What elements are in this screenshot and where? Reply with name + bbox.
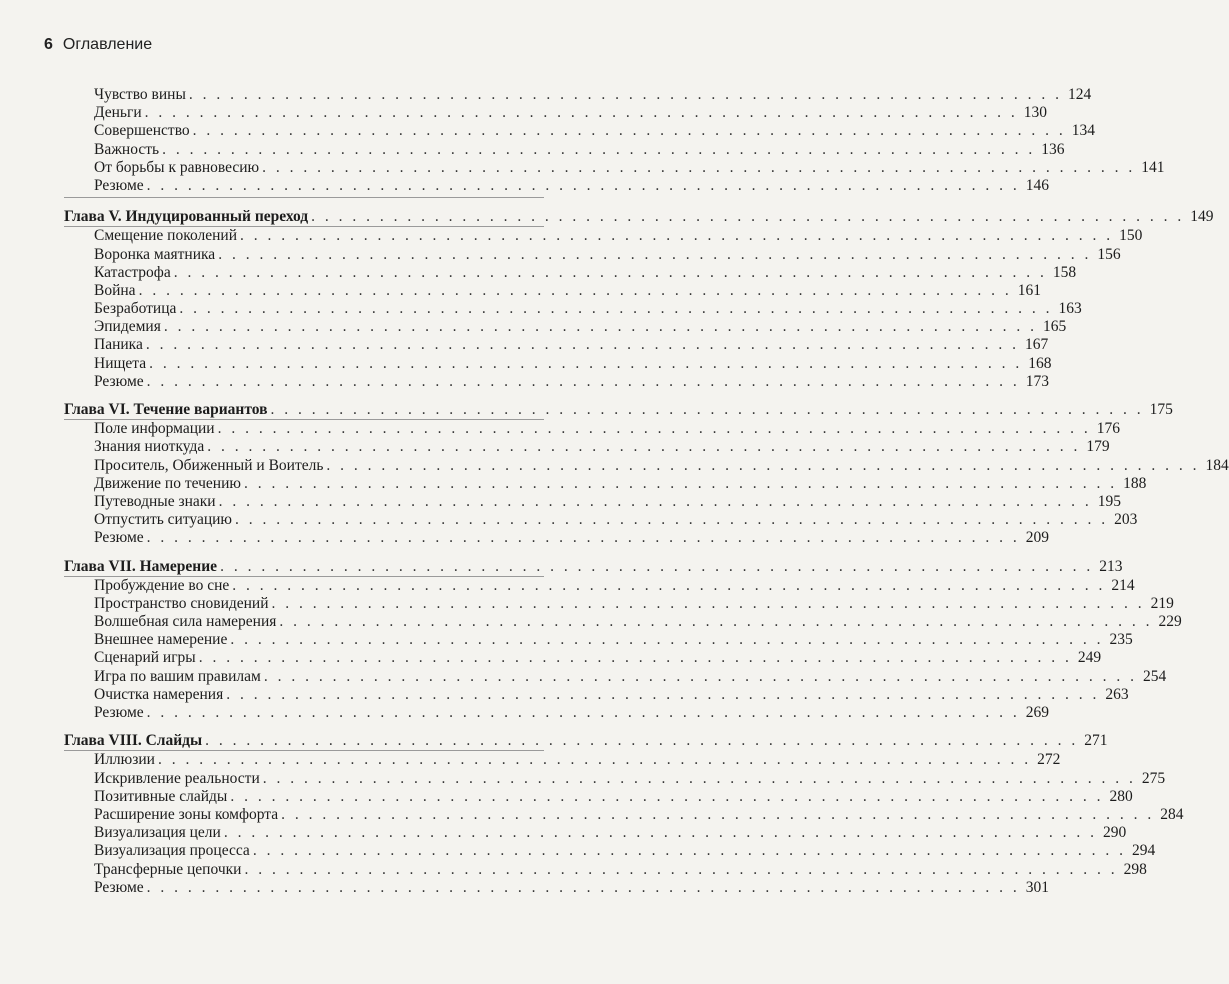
dot-leader: . . . . . . . . . . . . . . . . . . . . . . . . . . . . . . . . . . . . . . . . . . . . . . . . . . . . . . . . . . . . . . . . [252,842,1126,860]
toc-entry-page: 161 [1017,281,1041,299]
dot-leader: . . . . . . . . . . . . . . . . . . . . . . . . . . . . . . . . . . . . . . . . . . . . . . . . . . . . . . . . . . . . . . . . [149,354,1023,372]
dot-leader: . . . . . . . . . . . . . . . . . . . . . . . . . . . . . . . . . . . . . . . . . . . . . . . . . . . . . . . . . . . . . . . . [179,300,1053,318]
toc-entry[interactable] [64,245,1121,264]
toc-entry[interactable] [64,281,1041,300]
toc-entry-title: Резюме [94,372,144,390]
toc-entry-page: 141 [1141,158,1165,176]
toc-entry-page: 275 [1141,769,1166,787]
toc-entry[interactable] [64,140,1065,159]
toc-entry[interactable] [64,336,1049,354]
dot-leader: . . . . . . . . . . . . . . . . . . . . . . . . . . . . . . . . . . . . . . . . . . . . . . . . . . . . . . . . . . . . . . . . [207,438,1081,456]
toc-entry-title: Отпустить ситуацию [94,511,233,529]
toc-entry-page: 290 [1102,824,1127,842]
toc-entry-title: Пространство сновидений [94,594,269,612]
toc-entry-title: Катастрофа [94,263,171,281]
toc-entry-page: 284 [1160,805,1184,823]
toc-entry-title: Игра по вашим правилам [94,667,261,685]
toc-entry-page: 168 [1028,354,1052,372]
dot-leader: . . . . . . . . . . . . . . . . . . . . . . . . . . . . . . . . . . . . . . . . . . . . . . . . . . . . . . . . . . . . . . . . [218,245,1092,263]
toc-entry-title: Резюме [94,878,144,896]
dot-leader: . . . . . . . . . . . . . . . . . . . . . . . . . . . . . . . . . . . . . . . . . . . . . . . . . . . . . . . . . . . . . . . . [243,474,1118,492]
chapter-heading-title: Глава VI. Течение вариантов [64,401,268,418]
toc-section [64,401,1229,548]
toc-entry-title: Воронка маятника [94,245,216,263]
toc-entry[interactable] [64,420,1120,438]
toc-section [64,557,1182,723]
dot-leader: . . . . . . . . . . . . . . . . . . . . . . . . . . . . . . . . . . . . . . . . . . . . . . . . . . . . . . . . . . . . . . . . [230,631,1104,649]
toc-entry[interactable] [64,878,1050,897]
dot-leader: . . . . . . . . . . . . . . . . . . . . . . . . . . . . . . . . . . . . . . . . . . . . . . . . . . . . . . . . . . . . . . . . [326,456,1200,474]
toc-entry[interactable] [64,456,1229,475]
toc-entry-page: 167 [1024,336,1049,354]
dot-leader: . . . . . . . . . . . . . . . . . . . . . . . . . . . . . . . . . . . . . . . . . . . . . . . . . . . . . . . . . . . . . . . . [235,511,1109,529]
dot-leader: . . . . . . . . . . . . . . . . . . . . . . . . . . . . . . . . . . . . . . . . . . . . . . . . . . . . . . . . . . . . . . . . [271,594,1145,612]
toc-entry-title: Очистка намерения [94,685,224,703]
dot-leader: . . . . . . . . . . . . . . . . . . . . . . . . . . . . . . . . . . . . . . . . . . . . . . . . . . . . . . . . . . . . . . . . [226,685,1100,703]
toc-entry-page: 124 [1068,86,1092,103]
toc-entry-page: 188 [1123,474,1147,492]
chapter-heading[interactable] [64,557,1123,576]
dot-leader: . . . . . . . . . . . . . . . . . . . . . . . . . . . . . . . . . . . . . . . . . . . . . . . . . . . . . . . . . . . . . . . . [198,649,1072,667]
toc-entry-page: 249 [1077,649,1102,667]
toc-entry[interactable] [64,300,1082,318]
toc-entry-title: Важность [94,140,160,158]
toc-entry-title: Визуализация цели [94,824,221,842]
toc-entry-title: Визуализация процесса [94,842,250,860]
toc-entry[interactable] [64,860,1147,879]
toc-entry-title: Совершенство [94,122,190,140]
running-head [44,36,152,54]
toc-entry-title: Смещение поколений [94,227,238,245]
toc-entry[interactable] [64,438,1110,456]
dot-leader: . . . . . . . . . . . . . . . . . . . . . . . . . . . . . . . . . . . . . . . . . . . . . . . . . . . . . . . . . . . . . . . . [205,732,1079,750]
toc-entry[interactable] [64,631,1133,649]
chapter-heading-title: Глава VII. Намерение [64,557,218,575]
toc-entry-page: 280 [1109,787,1133,805]
toc-entry-page: 150 [1119,227,1143,245]
toc-entry-page: 229 [1158,613,1182,631]
toc-entry-page: 294 [1131,842,1156,860]
chapter-heading[interactable] [64,401,1173,419]
dot-leader: . . . . . . . . . . . . . . . . . . . . . . . . . . . . . . . . . . . . . . . . . . . . . . . . . . . . . . . . . . . . . . . . [240,227,1114,245]
dot-leader: . . . . . . . . . . . . . . . . . . . . . . . . . . . . . . . . . . . . . . . . . . . . . . . . . . . . . . . . . . . . . . . . [146,878,1020,896]
toc-entry[interactable] [64,529,1050,547]
dot-leader: . . . . . . . . . . . . . . . . . . . . . . . . . . . . . . . . . . . . . . . . . . . . . . . . . . . . . . . . . . . . . . . . [188,86,1062,103]
toc-entry-title: Безработица [94,300,177,318]
toc-section [64,208,1214,391]
running-title: Оглавление [62,36,153,53]
toc-entry-title: Пробуждение во сне [94,576,230,594]
toc-entry-title: Проситель, Обиженный и Воитель [94,456,324,474]
chapter-heading[interactable] [64,732,1108,750]
chapter-heading-title: Глава V. Индуцированный переход [64,208,309,226]
toc-entry-page: 184 [1205,456,1229,474]
dot-leader: . . . . . . . . . . . . . . . . . . . . . . . . . . . . . . . . . . . . . . . . . . . . . . . . . . . . . . . . . . . . . . . . [144,104,1018,122]
toc-entry-page: 146 [1025,176,1050,194]
toc-entry-page: 301 [1025,878,1050,896]
dot-leader: . . . . . . . . . . . . . . . . . . . . . . . . . . . . . . . . . . . . . . . . . . . . . . . . . . . . . . . . . . . . . . . . [232,576,1106,594]
toc-entry-title: Движение по течению [94,474,241,492]
chapter-heading-title: Глава VIII. Слайды [64,732,203,750]
toc-entry-title: Искривление реальности [94,769,260,787]
toc-entry[interactable] [64,227,1143,245]
toc-section [64,86,1165,198]
page-number: 6 [44,36,53,53]
chapter-heading-page: 271 [1084,732,1108,750]
toc-entry-page: 254 [1142,667,1167,685]
toc-entry-title: Деньги [94,104,142,122]
toc-entry[interactable] [64,769,1166,788]
toc-entry[interactable] [64,667,1167,686]
toc-entry-title: Паника [94,336,143,354]
toc-entry-title: Иллюзии [94,751,155,769]
toc-entry[interactable] [64,176,1050,195]
toc-entry[interactable] [64,649,1102,667]
toc-entry[interactable] [64,805,1184,824]
toc-entry[interactable] [64,263,1077,282]
toc-entry-page: 173 [1025,372,1050,390]
chapter-heading-page: 213 [1099,557,1123,575]
toc-entry-title: Расширение зоны комфорта [94,805,279,823]
chapter-heading-page: 149 [1190,208,1214,226]
toc-entry[interactable] [64,751,1061,769]
toc-entry-page: 203 [1114,511,1138,529]
dot-leader: . . . . . . . . . . . . . . . . . . . . . . . . . . . . . . . . . . . . . . . . . . . . . . . . . . . . . . . . . . . . . . . . [230,787,1104,805]
section-rule [64,197,544,198]
toc-entry-page: 176 [1096,420,1120,438]
toc-entry-page: 269 [1025,704,1050,721]
toc-entry[interactable] [64,824,1127,842]
dot-leader: . . . . . . . . . . . . . . . . . . . . . . . . . . . . . . . . . . . . . . . . . . . . . . . . . . . . . . . . . . . . . . . . [279,613,1153,631]
toc-entry-title: Резюме [94,529,144,547]
dot-leader: . . . . . . . . . . . . . . . . . . . . . . . . . . . . . . . . . . . . . . . . . . . . . . . . . . . . . . . . . . . . . . . . [162,140,1036,158]
toc-entry-title: Поле информации [94,420,215,438]
dot-leader: . . . . . . . . . . . . . . . . . . . . . . . . . . . . . . . . . . . . . . . . . . . . . . . . . . . . . . . . . . . . . . . . [218,492,1092,510]
toc-entry-page: 158 [1052,263,1077,281]
toc-entry[interactable] [64,613,1182,631]
dot-leader: . . . . . . . . . . . . . . . . . . . . . . . . . . . . . . . . . . . . . . . . . . . . . . . . . . . . . . . . . . . . . . . . [262,769,1136,787]
toc-entry[interactable] [64,842,1156,860]
dot-leader: . . . . . . . . . . . . . . . . . . . . . . . . . . . . . . . . . . . . . . . . . . . . . . . . . . . . . . . . . . . . . . . . [146,529,1020,547]
chapter-heading-page: 175 [1149,401,1173,418]
toc-entry-title: Знания ниоткуда [94,438,205,456]
toc-entry-title: Резюме [94,704,144,721]
dot-leader: . . . . . . . . . . . . . . . . . . . . . . . . . . . . . . . . . . . . . . . . . . . . . . . . . . . . . . . . . . . . . . . . [173,263,1047,281]
toc-entry[interactable] [64,704,1050,722]
table-of-contents [64,86,1229,897]
toc-entry[interactable] [64,474,1147,493]
toc-entry-title: Путеводные знаки [94,492,216,510]
toc-entry-page: 130 [1023,104,1048,122]
toc-entry-page: 163 [1058,300,1082,318]
toc-entry-page: 219 [1150,594,1174,612]
toc-entry-page: 272 [1037,751,1061,769]
dot-leader: . . . . . . . . . . . . . . . . . . . . . . . . . . . . . . . . . . . . . . . . . . . . . . . . . . . . . . . . . . . . . . . . [163,318,1037,336]
toc-entry[interactable] [64,511,1138,529]
toc-entry-title: Позитивные слайды [94,787,228,805]
toc-section [64,732,1184,897]
toc-entry[interactable] [64,122,1096,140]
toc-entry[interactable] [64,685,1129,704]
toc-entry-title: От борьбы к равновесию [94,158,260,176]
dot-leader: . . . . . . . . . . . . . . . . . . . . . . . . . . . . . . . . . . . . . . . . . . . . . . . . . . . . . . . . . . . . . . . . [146,176,1020,194]
dot-leader: . . . . . . . . . . . . . . . . . . . . . . . . . . . . . . . . . . . . . . . . . . . . . . . . . . . . . . . . . . . . . . . . [244,860,1118,878]
dot-leader: . . . . . . . . . . . . . . . . . . . . . . . . . . . . . . . . . . . . . . . . . . . . . . . . . . . . . . . . . . . . . . . . [146,704,1020,721]
toc-entry-page: 136 [1041,140,1065,158]
toc-entry[interactable] [64,86,1092,104]
toc-entry-title: Внешнее намерение [94,631,228,649]
toc-entry-page: 134 [1071,122,1096,140]
toc-entry[interactable] [64,372,1050,391]
toc-entry-page: 263 [1105,685,1129,703]
dot-leader: . . . . . . . . . . . . . . . . . . . . . . . . . . . . . . . . . . . . . . . . . . . . . . . . . . . . . . . . . . . . . . . . [311,208,1185,226]
dot-leader: . . . . . . . . . . . . . . . . . . . . . . . . . . . . . . . . . . . . . . . . . . . . . . . . . . . . . . . . . . . . . . . . [217,420,1091,438]
toc-entry-title: Резюме [94,176,144,194]
toc-entry-title: Волшебная сила намерения [94,613,277,631]
toc-entry-title: Война [94,281,136,299]
toc-entry[interactable] [64,576,1135,595]
dot-leader: . . . . . . . . . . . . . . . . . . . . . . . . . . . . . . . . . . . . . . . . . . . . . . . . . . . . . . . . . . . . . . . . [138,281,1012,299]
toc-entry-title: Трансферные цепочки [94,860,242,878]
dot-leader: . . . . . . . . . . . . . . . . . . . . . . . . . . . . . . . . . . . . . . . . . . . . . . . . . . . . . . . . . . . . . . . . [146,372,1020,390]
toc-entry-page: 214 [1111,576,1135,594]
dot-leader: . . . . . . . . . . . . . . . . . . . . . . . . . . . . . . . . . . . . . . . . . . . . . . . . . . . . . . . . . . . . . . . . [270,401,1144,418]
toc-entry[interactable] [64,594,1174,613]
dot-leader: . . . . . . . . . . . . . . . . . . . . . . . . . . . . . . . . . . . . . . . . . . . . . . . . . . . . . . . . . . . . . . . . [157,751,1032,769]
dot-leader: . . . . . . . . . . . . . . . . . . . . . . . . . . . . . . . . . . . . . . . . . . . . . . . . . . . . . . . . . . . . . . . . [262,158,1136,176]
toc-entry-title: Сценарий игры [94,649,196,667]
toc-entry[interactable] [64,787,1133,806]
toc-entry-title: Чувство вины [94,86,186,103]
toc-entry[interactable] [64,104,1048,122]
toc-entry-page: 298 [1123,860,1147,878]
toc-entry-page: 165 [1042,318,1067,336]
toc-entry-title: Нищета [94,354,147,372]
dot-leader: . . . . . . . . . . . . . . . . . . . . . . . . . . . . . . . . . . . . . . . . . . . . . . . . . . . . . . . . . . . . . . . . [281,805,1155,823]
dot-leader: . . . . . . . . . . . . . . . . . . . . . . . . . . . . . . . . . . . . . . . . . . . . . . . . . . . . . . . . . . . . . . . . [263,667,1137,685]
toc-entry-title: Эпидемия [94,318,161,336]
dot-leader: . . . . . . . . . . . . . . . . . . . . . . . . . . . . . . . . . . . . . . . . . . . . . . . . . . . . . . . . . . . . . . . . [145,336,1019,354]
toc-entry[interactable] [64,318,1067,336]
toc-entry-page: 195 [1097,492,1121,510]
chapter-heading[interactable] [64,208,1214,226]
toc-entry-page: 209 [1025,529,1050,547]
toc-entry-page: 235 [1109,631,1133,649]
toc-entry-page: 179 [1086,438,1110,456]
dot-leader: . . . . . . . . . . . . . . . . . . . . . . . . . . . . . . . . . . . . . . . . . . . . . . . . . . . . . . . . . . . . . . . . [223,824,1097,842]
toc-entry-page: 156 [1097,245,1121,263]
dot-leader: . . . . . . . . . . . . . . . . . . . . . . . . . . . . . . . . . . . . . . . . . . . . . . . . . . . . . . . . . . . . . . . . [220,557,1094,575]
toc-entry[interactable] [64,158,1165,177]
toc-entry[interactable] [64,354,1052,373]
dot-leader: . . . . . . . . . . . . . . . . . . . . . . . . . . . . . . . . . . . . . . . . . . . . . . . . . . . . . . . . . . . . . . . . [192,122,1066,140]
toc-entry[interactable] [64,492,1121,511]
